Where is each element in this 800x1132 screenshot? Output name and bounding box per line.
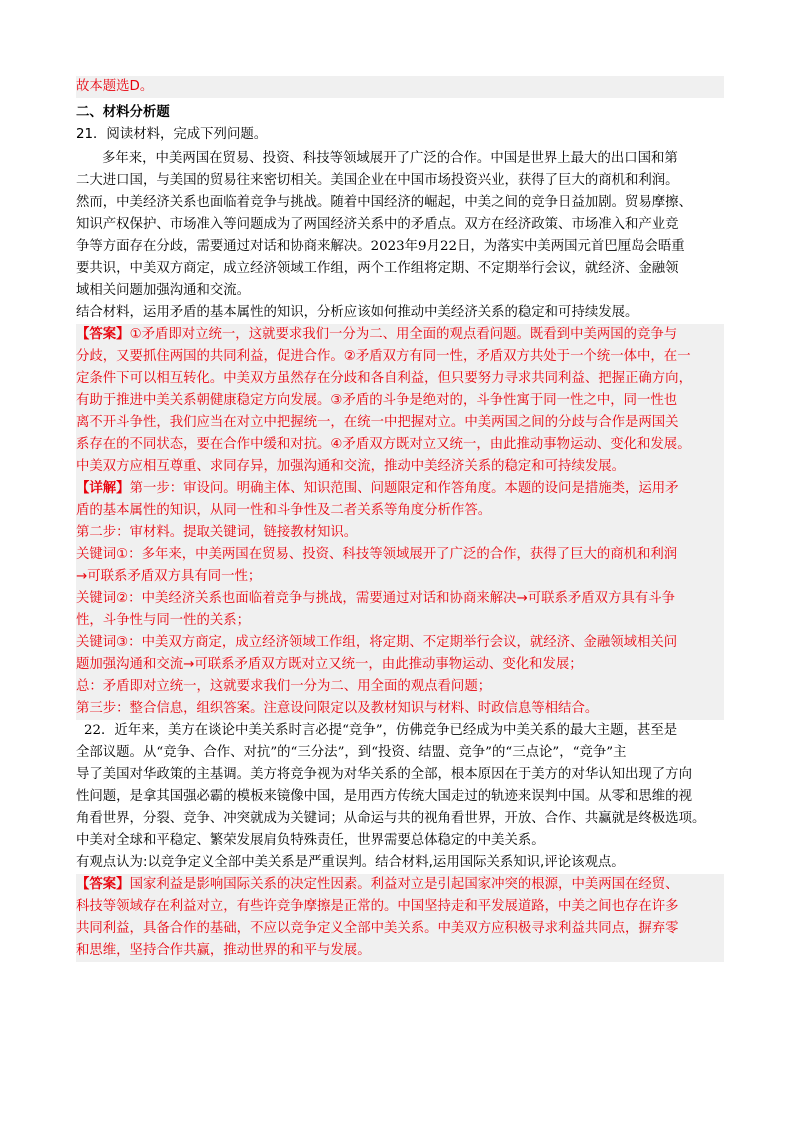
section-title: 二、材料分析题	[76, 105, 170, 120]
detail-line: 第三步：整合信息，组织答案。注意设问限定以及教材知识与材料、时政信息等相结合。	[76, 701, 599, 716]
detail-line: 第一步：审设问。明确主体、知识范围、问题限定和作答角度。本题的设问是措施类，运用矛	[129, 481, 679, 496]
material-line: 域相关问题加强沟通和交流。	[76, 283, 251, 298]
q22-answer	[76, 874, 724, 962]
detail-line: 关键词②：中美经济关系也面临着竞争与挑战，需要通过对话和协商来解决→可联系矛盾双方具有斗争	[76, 591, 676, 606]
answer-line: 有助于推进中美关系朝健康稳定方向发展。③矛盾的斗争是绝对的，斗争性寓于同一性之中，同一性也	[76, 393, 678, 408]
answer-tag: 【答案】	[76, 877, 130, 892]
detail-line: 性，斗争性与同一性的关系；	[76, 613, 251, 628]
answer-line: 中美双方应相互尊重、求同存异，加强沟通和交流，推动中美经济关系的稳定和可持续发展。	[76, 459, 626, 474]
material-line: 中美对全球和平稳定、繁荣发展肩负特殊责任，世界需要总体稳定的中美关系。	[76, 833, 545, 848]
material-line: 知识产权保护、市场准入等问题成为了两国经济关系中的矛盾点。双方在经济政策、市场准入和产业竞	[76, 217, 679, 232]
q21-material	[76, 148, 724, 302]
q22-question: 有观点认为:以竞争定义全部中美关系是严重误判。结合材料,运用国际关系知识,评论该观点。	[76, 855, 625, 870]
material-line: 二大进口国，与美国的贸易往来密切相关。美国企业在中国市场投资兴业，获得了巨大的商机和利润。	[76, 173, 679, 188]
answer-line: 共同利益，具备合作的基础，不应以竞争定义全部中美关系。中美双方应积极寻求利益共同点，摒弃零	[76, 921, 679, 936]
answer-line: 科技等领域存在利益对立，有些许竞争摩擦是正常的。中国坚持走和平发展道路，中美之间也存在许多	[76, 899, 679, 914]
detail-line: 第二步：审材料。提取关键词，链接教材知识。	[76, 525, 358, 540]
detail-line: →可联系矛盾双方具有同一性；	[76, 569, 262, 584]
answer-line: 离不开斗争性，我们应当在对立中把握统一，在统一中把握对立。中美两国之间的分歧与合作是两国关	[76, 415, 679, 430]
answer-line: 系存在的不同状态，要在合作中缓和对抗。④矛盾双方既对立又统一，由此推动事物运动、变化和发展。	[76, 437, 691, 452]
material-line: 多年来，中美两国在贸易、投资、科技等领域展开了广泛的合作。中国是世界上最大的出口国和第	[102, 151, 678, 166]
material-line: 要共识，中美双方商定，成立经济领域工作组，两个工作组将定期、不定期举行会议，就经济、金融领	[76, 261, 679, 276]
detail-line: 关键词③：中美双方商定，成立经济领域工作组，将定期、不定期举行会议，就经济、金融领域相关问	[76, 635, 678, 650]
material-line: 争等方面存在分歧，需要通过对话和协商来解决。2023年9月22日，为落实中美两国元首巴厘岛会晤重	[76, 239, 685, 254]
q21-detail	[76, 478, 724, 720]
material-line: 22．近年来，美方在谈论中美关系时言必提“竞争”，仿佛竞争已经成为中美关系的最大主题，甚至是	[84, 723, 678, 738]
answer-line: 分歧，又要抓住两国的共同利益，促进合作。②矛盾双方有同一性，矛盾双方共处于一个统一体中，在一	[76, 349, 691, 364]
answer-line: 国家利益是影响国际关系的决定性因素。利益对立是引起国家冲突的根源，中美两国在经贸、	[129, 877, 679, 892]
detail-line: 盾的基本属性的知识，从同一性和斗争性及二者关系等角度分析作答。	[76, 503, 492, 518]
material-line: 导了美国对华政策的主基调。美方将竞争视为对华关系的全部，根本原因在于美方的对华认知出现了方向	[76, 767, 692, 782]
detail-line: 题加强沟通和交流→可联系矛盾双方既对立又统一，由此推动事物运动、变化和发展；	[76, 657, 583, 672]
detail-tag: 【详解】	[76, 481, 130, 496]
q21-stem: 21．阅读材料，完成下列问题。	[76, 127, 268, 142]
answer-line: 和思维，坚持合作共赢，推动世界的和平与发展。	[76, 943, 371, 958]
document-page	[76, 76, 724, 962]
answer-line: 定条件下可以相互转化。中美双方虽然存在分歧和各自利益，但只要努力寻求共同利益、把握正确方向，	[76, 371, 692, 386]
material-line: 然而，中美经济关系也面临着竞争与挑战。随着中国经济的崛起，中美之间的竞争日益加剧。贸易摩擦、	[76, 195, 692, 210]
detail-line: 关键词①：多年来，中美两国在贸易、投资、科技等领域展开了广泛的合作，获得了巨大的商机和利润	[76, 547, 678, 562]
material-line: 全部议题。从“竞争、合作、对抗”的“三分法”，到“投资、结盟、竞争”的“三点论”，“竞争”主	[76, 745, 627, 760]
previous-answer: 故本题选D。	[76, 76, 724, 98]
answer-line: ①矛盾即对立统一，这就要求我们一分为二、用全面的观点看问题。既看到中美两国的竞争与	[129, 327, 678, 342]
answer-tag: 【答案】	[76, 327, 130, 342]
q21-question: 结合材料，运用矛盾的基本属性的知识，分析应该如何推动中美经济关系的稳定和可持续发展。	[76, 305, 639, 320]
q21-answer	[76, 324, 724, 478]
q22-material	[76, 720, 724, 852]
material-line: 性问题，是拿其国强必霸的模板来镜像中国，是用西方传统大国走过的轨迹来误判中国。从零和思维的视	[76, 789, 692, 804]
detail-line: 总：矛盾即对立统一，这就要求我们一分为二、用全面的观点看问题；	[76, 679, 492, 694]
material-line: 角看世界，分裂、竞争、冲突就成为关键词；从命运与共的视角看世界，开放、合作、共赢就是终极选项。	[76, 811, 706, 826]
